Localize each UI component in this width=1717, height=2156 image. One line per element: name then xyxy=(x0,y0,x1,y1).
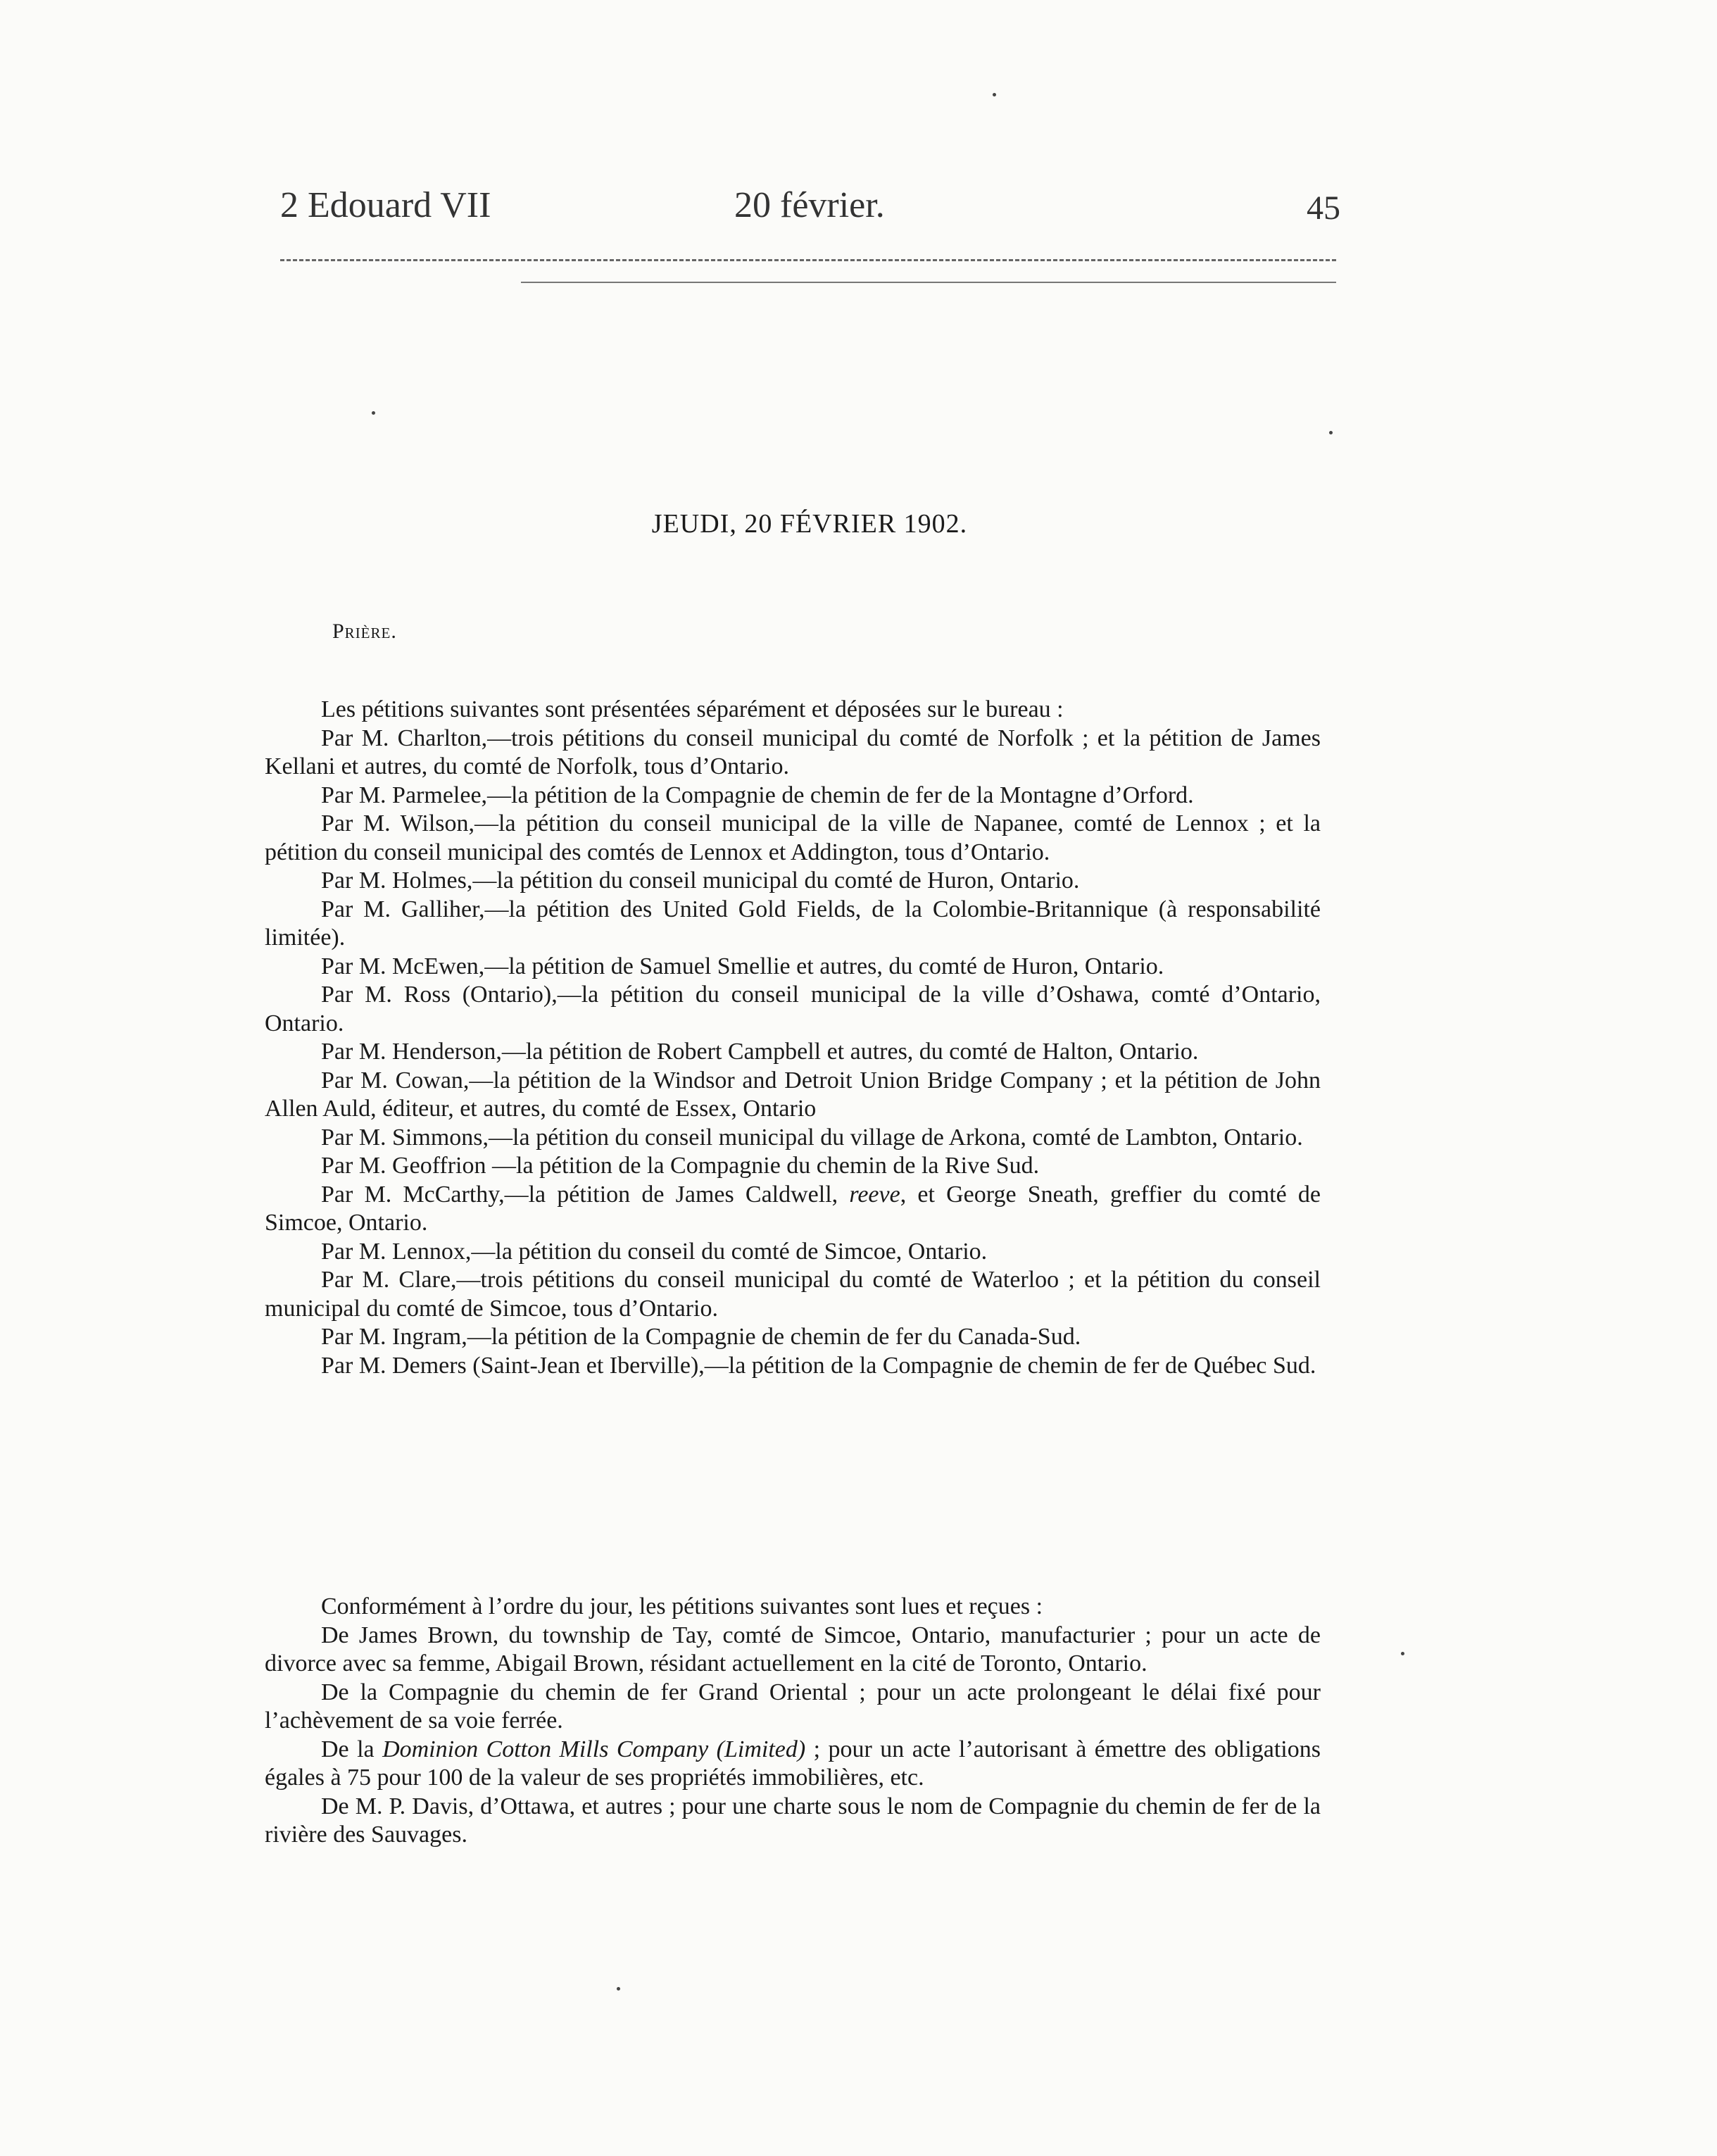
petition-item: Par M. Clare,—trois pétitions du conseil municipal du comté de Waterloo ; et la pétition du conseil municipal du comté de Simcoe, tous d’Ontario. xyxy=(265,1267,1321,1322)
petition-item: Par M. Ingram,—la pétition de la Compagnie de chemin de fer du Canada-Sud. xyxy=(321,1324,1081,1350)
header-rule xyxy=(280,259,1336,261)
petition-read-item: De M. P. Davis, d’Ottawa, et autres ; pour une charte sous le nom de Compagnie du chemin de fer de la rivière des Sauvages. xyxy=(265,1793,1321,1848)
scan-speck xyxy=(372,411,375,415)
petition-read-part: De la xyxy=(321,1736,383,1762)
petition-item: Par M. Cowan,—la pétition de la Windsor and Detroit Union Bridge Company ; et la pétition de John Allen Auld, éditeur, et autres, du comté de Essex, Ontario xyxy=(265,1067,1321,1122)
petition-item: Par M. Demers (Saint-Jean et Iberville),—la pétition de la Compagnie de chemin de fer de Québec Sud. xyxy=(321,1352,1316,1379)
petition-item-part: , et George Sneath, greffier du comté de Simcoe, Ontario. xyxy=(265,1181,1321,1236)
header-reign: 2 Edouard VII xyxy=(280,185,491,225)
scan-speck xyxy=(993,93,996,96)
petition-item: Par M. Wilson,—la pétition du conseil municipal de la ville de Napanee, comté de Lennox ; et la pétition du conseil municipal des comtés de Lennox et Addington, tous d’Ontario. xyxy=(265,810,1321,865)
page-title: JEUDI, 20 FÉVRIER 1902. xyxy=(651,509,968,539)
petitions-presented-intro: Les pétitions suivantes sont présentées séparément et déposées sur le bureau : xyxy=(321,696,1064,722)
petition-item: Par M. Charlton,—trois pétitions du conseil municipal du comté de Norfolk ; et la pétition de James Kellani et autres, du comté de Norfolk, tous d’Ontario. xyxy=(265,725,1321,779)
petition-item: Par M. Ross (Ontario),—la pétition du conseil municipal de la ville d’Oshawa, comté d’Ontario, Ontario. xyxy=(265,982,1321,1036)
petition-read-item: De James Brown, du township de Tay, comté de Simcoe, Ontario, manufacturier ; pour un acte de divorce avec sa femme, Abigail Brown, résidant actuellement en la cité de Toronto, Ontario. xyxy=(265,1622,1321,1676)
petition-item: Par M. Holmes,—la pétition du conseil municipal du comté de Huron, Ontario. xyxy=(321,867,1080,894)
petitions-presented-section xyxy=(265,696,1321,1380)
header-rule-secondary xyxy=(521,282,1336,283)
scan-speck xyxy=(1401,1652,1404,1655)
page-number: 45 xyxy=(1307,189,1340,227)
scan-speck xyxy=(1329,431,1333,434)
petitions-read-intro: Conformément à l’ordre du jour, les pétitions suivantes sont lues et reçues : xyxy=(321,1593,1043,1619)
petition-item-part: Par M. McCarthy,—la pétition de James Caldwell, xyxy=(321,1181,850,1208)
petition-read-italic: Dominion Cotton Mills Company (Limited) xyxy=(382,1736,806,1762)
header-date: 20 février. xyxy=(734,185,885,225)
petition-item: Par M. Parmelee,—la pétition de la Compagnie de chemin de fer de la Montagne d’Orford. xyxy=(321,782,1194,808)
scan-speck xyxy=(617,1987,620,1991)
running-head xyxy=(280,184,1340,234)
petition-item: Par M. Henderson,—la pétition de Robert Campbell et autres, du comté de Halton, Ontario. xyxy=(321,1039,1199,1065)
prayer-heading: Prière. xyxy=(332,620,397,643)
petition-item: Par M. Geoffrion —la pétition de la Compagnie du chemin de la Rive Sud. xyxy=(321,1153,1040,1179)
petition-item: Par M. Galliher,—la pétition des United Gold Fields, de la Colombie-Britannique (à responsabilité limitée). xyxy=(265,896,1321,951)
petitions-read-section xyxy=(265,1593,1321,1850)
petition-item-italic: reeve xyxy=(849,1181,900,1208)
petition-item xyxy=(265,1181,1321,1238)
petition-item: Par M. McEwen,—la pétition de Samuel Smellie et autres, du comté de Huron, Ontario. xyxy=(321,953,1164,979)
petition-read-item: De la Compagnie du chemin de fer Grand Oriental ; pour un acte prolongeant le délai fixé pour l’achèvement de sa voie ferrée. xyxy=(265,1679,1321,1734)
petition-read-part: ; pour un acte l’autorisant à émettre des obligations égales à 75 pour 100 de la valeur de ses propriétés immobilières, etc. xyxy=(265,1736,1321,1791)
petition-item: Par M. Lennox,—la pétition du conseil du comté de Simcoe, Ontario. xyxy=(321,1238,988,1265)
petition-item: Par M. Simmons,—la pétition du conseil municipal du village de Arkona, comté de Lambton, Ontario. xyxy=(321,1124,1303,1151)
petition-read-item xyxy=(265,1736,1321,1793)
